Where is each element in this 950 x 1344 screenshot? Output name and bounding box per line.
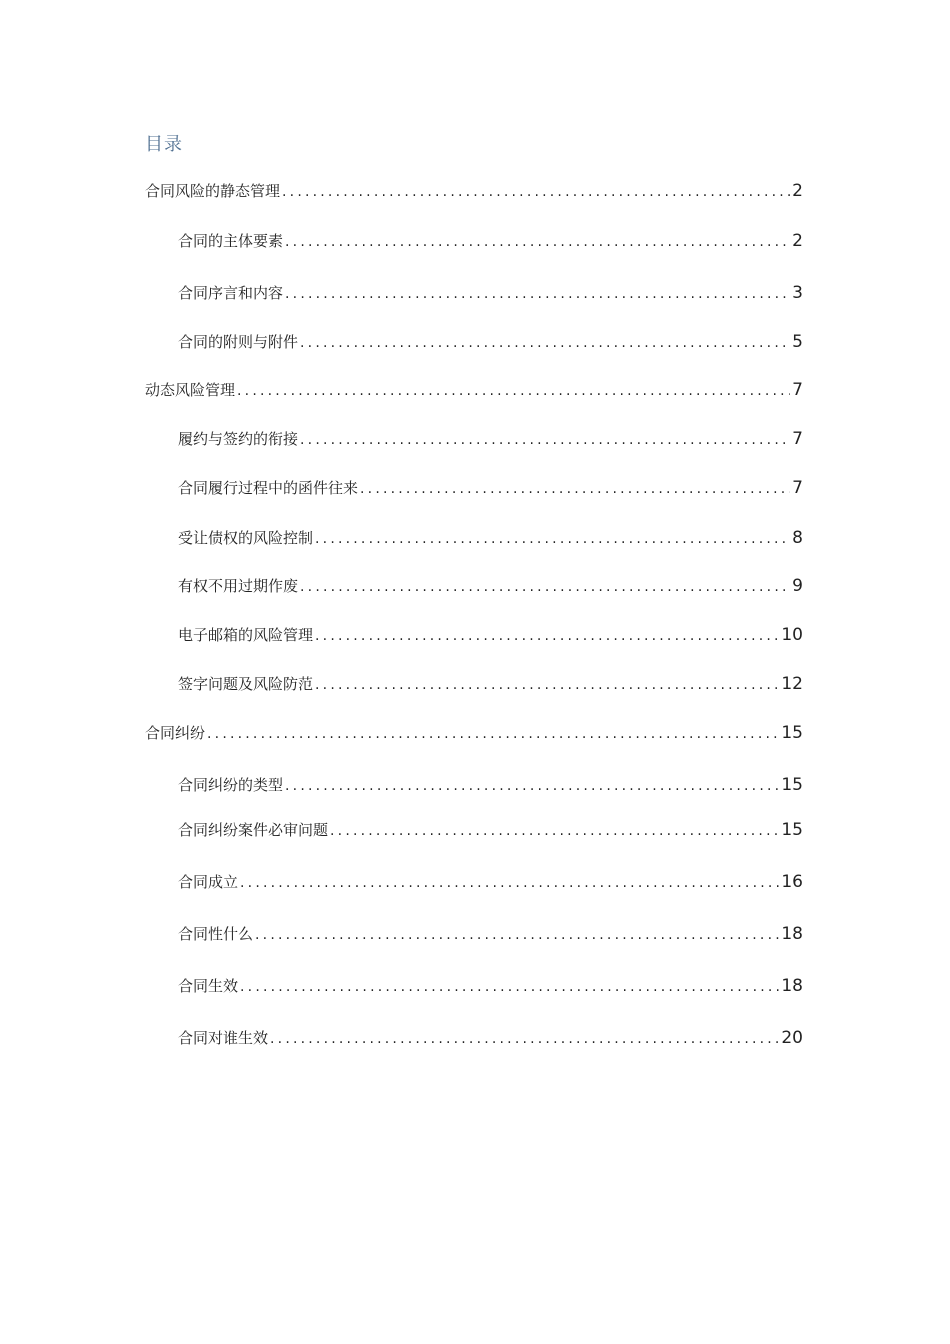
toc-page-number: 15 bbox=[781, 723, 803, 743]
toc-entry-text: 合同对谁生效 bbox=[178, 1029, 269, 1047]
toc-page-number: 3 bbox=[792, 283, 803, 303]
toc-dot-leader bbox=[240, 979, 779, 995]
toc-entry[interactable] bbox=[178, 428, 803, 454]
toc-entry-text: 履约与签约的衔接 bbox=[178, 430, 299, 448]
toc-title: 目录 bbox=[145, 134, 183, 155]
toc-entry-text: 合同纠纷的类型 bbox=[178, 776, 284, 794]
toc-entry[interactable] bbox=[178, 673, 803, 699]
toc-entry-text: 有权不用过期作废 bbox=[178, 577, 299, 595]
toc-entry-text: 动态风险管理 bbox=[145, 381, 236, 399]
toc-entry-text: 合同纠纷案件必审问题 bbox=[178, 821, 329, 839]
toc-entry-text: 合同序言和内容 bbox=[178, 284, 284, 302]
toc-entry-text: 合同风险的静态管理 bbox=[145, 182, 281, 200]
toc-entry[interactable] bbox=[178, 1027, 803, 1053]
toc-dot-leader bbox=[270, 1031, 779, 1047]
toc-entry-text: 合同生效 bbox=[178, 977, 239, 995]
toc-dot-leader bbox=[360, 481, 790, 497]
toc-page-number: 10 bbox=[781, 625, 803, 645]
toc-page-number: 7 bbox=[792, 380, 803, 400]
toc-entry[interactable] bbox=[145, 379, 803, 405]
toc-entry-text: 合同成立 bbox=[178, 873, 239, 891]
toc-entry[interactable] bbox=[145, 180, 803, 206]
toc-page-number: 2 bbox=[792, 181, 803, 201]
toc-dot-leader bbox=[315, 531, 790, 547]
toc-entry[interactable] bbox=[178, 774, 803, 800]
toc-entry[interactable] bbox=[145, 722, 803, 748]
toc-entry[interactable] bbox=[178, 575, 803, 601]
toc-page-number: 2 bbox=[792, 231, 803, 251]
toc-entry-text: 合同的主体要素 bbox=[178, 232, 284, 250]
toc-page-number: 18 bbox=[781, 976, 803, 996]
toc-dot-leader bbox=[315, 677, 779, 693]
toc-page-number: 9 bbox=[792, 576, 803, 596]
toc-page-number: 12 bbox=[781, 674, 803, 694]
toc-page-number: 16 bbox=[781, 872, 803, 892]
toc-entry-text: 合同履行过程中的函件往来 bbox=[178, 479, 359, 497]
toc-page-number: 15 bbox=[781, 820, 803, 840]
toc-page-number: 7 bbox=[792, 478, 803, 498]
toc-entry-text: 合同的附则与附件 bbox=[178, 333, 299, 351]
toc-entry[interactable] bbox=[178, 527, 803, 553]
toc-entry[interactable] bbox=[178, 871, 803, 897]
toc-page-number: 20 bbox=[781, 1028, 803, 1048]
toc-entry[interactable] bbox=[178, 477, 803, 503]
toc-entry-text: 合同性什么 bbox=[178, 925, 254, 943]
toc-entry[interactable] bbox=[178, 624, 803, 650]
toc-dot-leader bbox=[300, 432, 790, 448]
toc-dot-leader bbox=[300, 579, 790, 595]
toc-dot-leader bbox=[237, 383, 790, 399]
toc-entry[interactable] bbox=[178, 975, 803, 1001]
toc-dot-leader bbox=[300, 335, 790, 351]
toc-page-number: 5 bbox=[792, 332, 803, 352]
toc-dot-leader bbox=[240, 875, 779, 891]
toc-dot-leader bbox=[207, 726, 779, 742]
toc-dot-leader bbox=[282, 184, 790, 200]
toc-entry[interactable] bbox=[178, 230, 803, 256]
toc-entry-text: 签字问题及风险防范 bbox=[178, 675, 314, 693]
toc-dot-leader bbox=[330, 823, 779, 839]
toc-dot-leader bbox=[315, 628, 779, 644]
toc-entry[interactable] bbox=[178, 331, 803, 357]
toc-dot-leader bbox=[285, 778, 779, 794]
toc-dot-leader bbox=[255, 927, 779, 943]
toc-entry-text: 受让债权的风险控制 bbox=[178, 529, 314, 547]
toc-page-number: 15 bbox=[781, 775, 803, 795]
toc-dot-leader bbox=[285, 234, 790, 250]
toc-page-number: 18 bbox=[781, 924, 803, 944]
toc-page-number: 8 bbox=[792, 528, 803, 548]
toc-entry[interactable] bbox=[178, 819, 803, 845]
toc-entry[interactable] bbox=[178, 282, 803, 308]
toc-dot-leader bbox=[285, 286, 790, 302]
toc-entry-text: 电子邮箱的风险管理 bbox=[178, 626, 314, 644]
toc-page-number: 7 bbox=[792, 429, 803, 449]
toc-entry-text: 合同纠纷 bbox=[145, 724, 206, 742]
toc-entry[interactable] bbox=[178, 923, 803, 949]
